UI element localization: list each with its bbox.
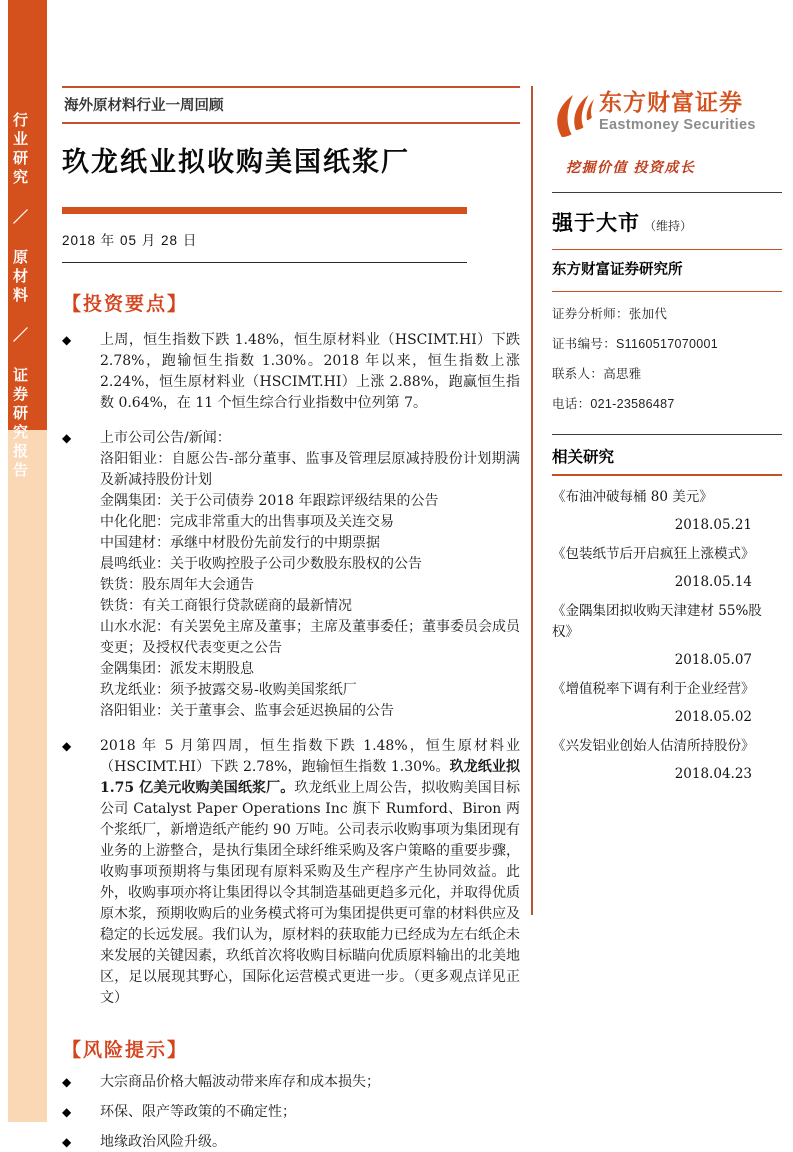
- eastmoney-flame-icon: [552, 92, 594, 145]
- related-title: 《包装纸节后开启疯狂上涨模式》: [552, 546, 755, 562]
- list-item: [62, 1132, 520, 1152]
- analyst-cert-line: 证书编号：S1160517070001: [552, 337, 718, 351]
- analyst-phone-line: 电话：021-23586487: [552, 397, 675, 411]
- divider: [552, 192, 782, 193]
- report-date: 2018 年 05 月 28 日: [62, 233, 198, 248]
- sidebar-vertical-text: 行业研究 ／ 原材料 ／ 证券研究报告: [11, 112, 28, 481]
- brand-name-cn: 东方财富证券: [599, 89, 743, 115]
- brand-text: [599, 88, 756, 134]
- highlights-heading: 【投资要点】: [62, 293, 189, 315]
- rating-qualifier: （维持）: [644, 219, 693, 233]
- related-title: 《布油冲破每桶 80 美元》: [552, 489, 713, 505]
- announcement-line: 洛阳钼业：自愿公告-部分董事、监事及管理层原减持股份计划期满及新减持股份计划: [100, 451, 520, 488]
- related-title: 《兴发铝业创始人估清所持股份》: [552, 738, 755, 754]
- related-title: 《金隅集团拟收购天津建材 55%股权》: [552, 603, 762, 640]
- rating-label: 强于大市: [552, 212, 640, 235]
- announcement-line: 洛阳钼业：关于董事会、监事会延迟换届的公告: [100, 703, 394, 719]
- analyst-name-line: 证券分析师：张加代: [552, 307, 668, 321]
- divider: [552, 474, 782, 476]
- list-item: [62, 330, 520, 414]
- announcement-line: 山水水泥：有关罢免主席及董事；主席及董事委任；董事委员会成员变更；及授权代表变更之公告: [100, 619, 520, 656]
- related-title: 《增值税率下调有利于企业经营》: [552, 681, 755, 697]
- date-divider: [62, 262, 467, 263]
- diamond-bullet-icon: ◆: [62, 739, 72, 753]
- announcement-line: 金隅集团：关于公司债券 2018 年跟踪评级结果的公告: [100, 493, 439, 509]
- highlight-paragraph: [100, 736, 520, 1009]
- announcement-line: 中国建材：承继中材股份先前发行的中期票据: [100, 535, 380, 551]
- list-item: [62, 428, 520, 722]
- highlight-paragraph: 上周，恒生指数下跌 1.48%，恒生原材料业（HSCIMT.HI）下跌 2.78%，跑输恒生指数 1.30%。2018 年以来，恒生指数上涨 2.24%，恒生原材料业（HSCIMT.HI）上涨 2.88%，跑赢恒生指数 0.64%，在 11 个恒生综合行业指数中位列第 7。: [100, 332, 520, 411]
- risks-heading: 【风险提示】: [62, 1039, 189, 1061]
- analyst-contact-line: 联系人：高思雅: [552, 367, 642, 381]
- list-item: [552, 736, 782, 782]
- related-date: 2018.05.14: [674, 574, 752, 590]
- announcement-line: 金隅集团：派发末期股息: [100, 661, 254, 677]
- announcements-block: [100, 428, 520, 722]
- risk-item-text: 环保、限产等政策的不确定性；: [100, 1104, 296, 1120]
- analyst-info: [552, 304, 782, 412]
- announcement-line: 中化化肥：完成非常重大的出售事项及关连交易: [100, 514, 394, 530]
- side-band-peach: [8, 430, 47, 1122]
- title-accent-bar: [62, 207, 467, 214]
- brand-name-en: Eastmoney Securities: [599, 117, 756, 133]
- highlights-list: [62, 330, 520, 1009]
- sidebar-vertical-label: [0, 112, 39, 481]
- rating-row: [552, 207, 782, 237]
- diamond-bullet-icon: ◆: [62, 1105, 72, 1119]
- column-divider: [531, 86, 533, 915]
- list-item: [552, 601, 782, 668]
- paragraph-text: 玖龙纸业上周公告，拟收购美国目标公司 Catalyst Paper Operations Inc 旗下 Rumford、Biron 两个浆纸厂，新增造纸产能约 90 万吨。公司表示收购事项为集团现有业务的上游整合，是执行集团全球纤维采购及客户策略的重要步骤，收购事项预期将与集团现有原料采购及生产程序产生协同效益。此外，收购事项亦将让集团得以令其制造基础更趋多元化，并取得优质原木浆，预期收购后的业务模式将可为集团提供更可靠的材料供应及稳定的长远发展。我们认为，原材料的获取能力已经成为左右纸企未来发展的关键因素，玖纸首次将收购目标瞄向优质原料输出的北美地区，足以展现其野心，国际化运营模式更进一步。（更多观点详见正文）: [100, 780, 520, 1006]
- divider: [552, 434, 782, 435]
- announcement-line: 玖龙纸业：须予披露交易-收购美国浆纸厂: [100, 682, 357, 698]
- divider: [552, 249, 782, 250]
- list-item: [552, 679, 782, 725]
- list-item: [552, 487, 782, 533]
- list-item: [552, 544, 782, 590]
- paragraph-bold-text: 玖龙纸业拟 1.75 亿美元收购美国纸浆厂。: [100, 759, 520, 796]
- diamond-bullet-icon: ◆: [62, 1135, 72, 1149]
- divider: [552, 291, 782, 292]
- research-institute: 东方财富证券研究所: [552, 262, 683, 278]
- list-item: [62, 736, 520, 1009]
- diamond-bullet-icon: ◆: [62, 431, 72, 445]
- right-column: [552, 88, 782, 782]
- paragraph-text: 2018 年 5 月第四周，恒生指数下跌 1.48%，恒生原材料业（HSCIMT.HI）下跌 2.78%，跑输恒生指数 1.30%。: [100, 738, 520, 775]
- list-item: [62, 1102, 520, 1122]
- risks-list: [62, 1072, 520, 1152]
- report-category: 海外原材料行业一周回顾: [62, 86, 520, 124]
- related-date: 2018.05.02: [674, 709, 752, 725]
- list-item: [62, 1072, 520, 1092]
- related-research-list: [552, 487, 782, 782]
- brand-slogan: 挖掘价值 投资成长: [566, 159, 696, 175]
- risk-item-text: 地缘政治风险升级。: [100, 1134, 226, 1150]
- brand-logo: [552, 88, 782, 145]
- main-column: [62, 86, 520, 1152]
- related-date: 2018.05.07: [674, 652, 752, 668]
- related-research-heading: 相关研究: [552, 449, 615, 466]
- announcement-line: 铁货：有关工商银行贷款磋商的最新情况: [100, 598, 352, 614]
- related-date: 2018.05.21: [674, 517, 752, 533]
- diamond-bullet-icon: ◆: [62, 333, 72, 347]
- diamond-bullet-icon: ◆: [62, 1075, 72, 1089]
- risk-item-text: 大宗商品价格大幅波动带来库存和成本损失；: [100, 1074, 380, 1090]
- announcement-line: 晨鸣纸业：关于收购控股子公司少数股东股权的公告: [100, 556, 422, 572]
- announcements-intro: 上市公司公告/新闻：: [100, 430, 231, 446]
- report-title: 玖龙纸业拟收购美国纸浆厂: [62, 147, 410, 177]
- related-date: 2018.04.23: [674, 766, 752, 782]
- announcement-line: 铁货：股东周年大会通告: [100, 577, 254, 593]
